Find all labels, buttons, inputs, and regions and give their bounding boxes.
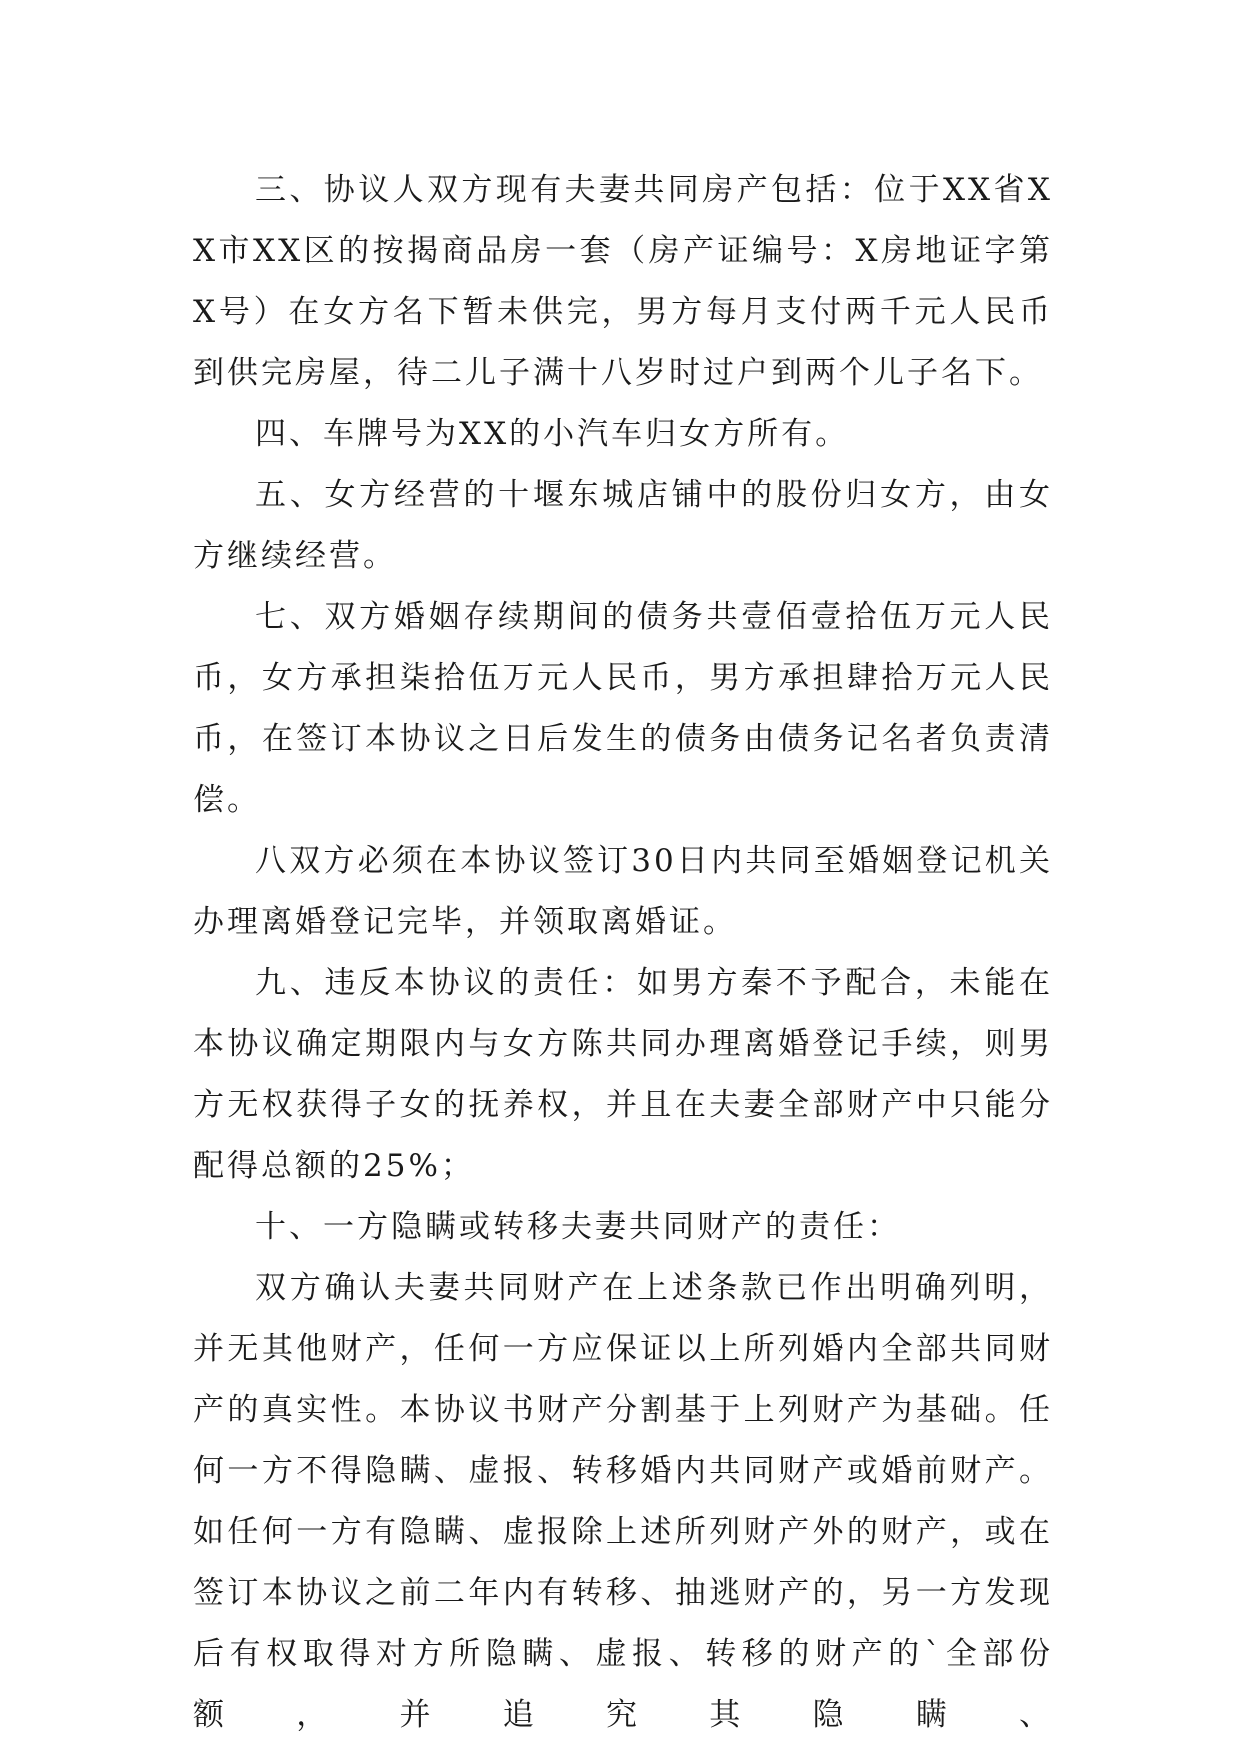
paragraph-clause-3: 三、协议人双方现有夫妻共同房产包括：位于XX省XX市XX区的按揭商品房一套（房产证编号：X房地证字第X号）在女方名下暂未供完，男方每月支付两千元人民币到供完房屋，待二儿子满十八岁时过户到两个儿子名下。 bbox=[193, 172, 1053, 391]
paragraph-clause-7: 七、双方婚姻存续期间的债务共壹佰壹拾伍万元人民币，女方承担柒拾伍万元人民币，男方承担肆拾万元人民币，在签订本协议之日后发生的债务由债务记名者负责清偿。 bbox=[193, 599, 1053, 818]
paragraph-clause-9: 九、违反本协议的责任：如男方秦不予配合，未能在本协议确定期限内与女方陈共同办理离婚登记手续，则男方无权获得子女的抚养权，并且在夫妻全部财产中只能分配得总额的25%； bbox=[193, 965, 1053, 1184]
paragraph-clause-5: 五、女方经营的十堰东城店铺中的股份归女方，由女方继续经营。 bbox=[193, 477, 1053, 574]
document-body bbox=[193, 160, 1053, 1746]
paragraph-clause-10-heading: 十、一方隐瞒或转移夫妻共同财产的责任： bbox=[255, 1209, 901, 1245]
paragraph-clause-4: 四、车牌号为XX的小汽车归女方所有。 bbox=[255, 416, 850, 452]
paragraph-clause-8: 八双方必须在本协议签订30日内共同至婚姻登记机关办理离婚登记完毕，并领取离婚证。 bbox=[193, 843, 1053, 940]
paragraph-clause-10-body: 双方确认夫妻共同财产在上述条款已作出明确列明，并无其他财产，任何一方应保证以上所列婚内全部共同财产的真实性。本协议书财产分割基于上列财产为基础。任何一方不得隐瞒、虚报、转移婚内共同财产或婚前财产。如任何一方有隐瞒、虚报除上述所列财产外的财产，或在签订本协议之前二年内有转移、抽逃财产的，另一方发现后有权取得对方所隐瞒、虚报、转移的财产的`全部份额，并追究其隐瞒、 bbox=[193, 1270, 1053, 1733]
